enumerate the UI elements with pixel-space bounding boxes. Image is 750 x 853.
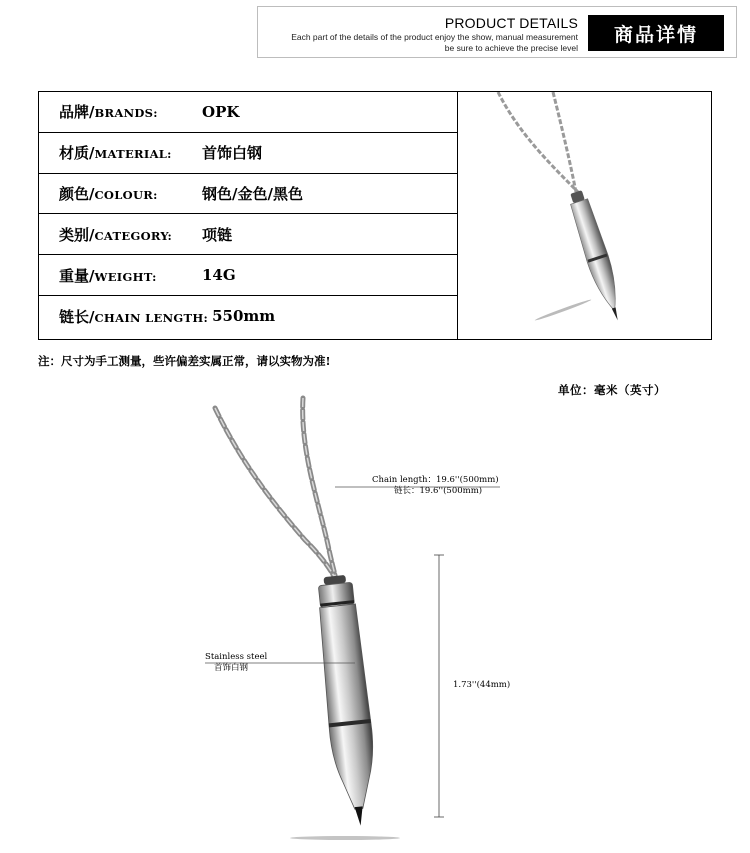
header-subtitle <box>291 32 578 54</box>
chain-length-annotation <box>372 475 499 497</box>
length-annotation: 1.73''(44mm) <box>453 680 511 690</box>
spec-rows <box>39 92 458 339</box>
spec-label: 材质/MATERIAL: <box>59 144 172 163</box>
spec-value: 14G <box>202 266 236 285</box>
chain-length-en: Chain length：19.6''(500mm) <box>372 475 499 485</box>
length-dimension-line <box>434 555 444 817</box>
spec-label: 品牌/BRANDS: <box>59 103 158 122</box>
spec-value: 首饰白钢 <box>202 144 263 163</box>
pendant-main-image <box>150 390 620 845</box>
spec-value: 项链 <box>202 225 233 244</box>
spec-value: OPK <box>202 102 240 121</box>
spec-row-chain-length <box>39 296 457 337</box>
spec-row-colour <box>39 174 457 215</box>
spec-value: 钢色/金色/黑色 <box>202 184 303 203</box>
spec-row-weight <box>39 255 457 296</box>
material-en: Stainless steel <box>205 652 268 662</box>
spec-label: 类别/CATEGORY: <box>59 225 173 244</box>
spec-label: 重量/WEIGHT: <box>59 266 157 285</box>
material-cn: 首饰白钢 <box>214 663 249 673</box>
spec-label: 链长/CHAIN LENGTH: <box>59 307 209 326</box>
spec-table <box>38 91 712 340</box>
spec-label: 颜色/COLOUR: <box>59 184 158 203</box>
spec-row-material <box>39 133 457 174</box>
spec-row-brand <box>39 92 457 133</box>
unit-label: 单位：毫米（英寸） <box>558 383 666 397</box>
pendant-thumbnail-image <box>458 92 712 339</box>
header-subtitle-line2: be sure to achieve the precise level <box>444 43 578 53</box>
spec-value: 550mm <box>212 307 276 326</box>
product-details-header <box>257 6 737 58</box>
header-subtitle-line1: Each part of the details of the product enjoy the show, manual measurement <box>291 32 578 42</box>
spec-row-category <box>39 214 457 255</box>
measurement-note: 注：尺寸为手工测量，些许偏差实属正常，请以实物为准! <box>38 354 331 368</box>
header-title: PRODUCT DETAILS <box>444 15 578 31</box>
chain-length-cn: 链长：19.6''(500mm) <box>394 486 483 496</box>
material-annotation <box>205 652 267 674</box>
header-badge: 商品详情 <box>588 15 724 51</box>
